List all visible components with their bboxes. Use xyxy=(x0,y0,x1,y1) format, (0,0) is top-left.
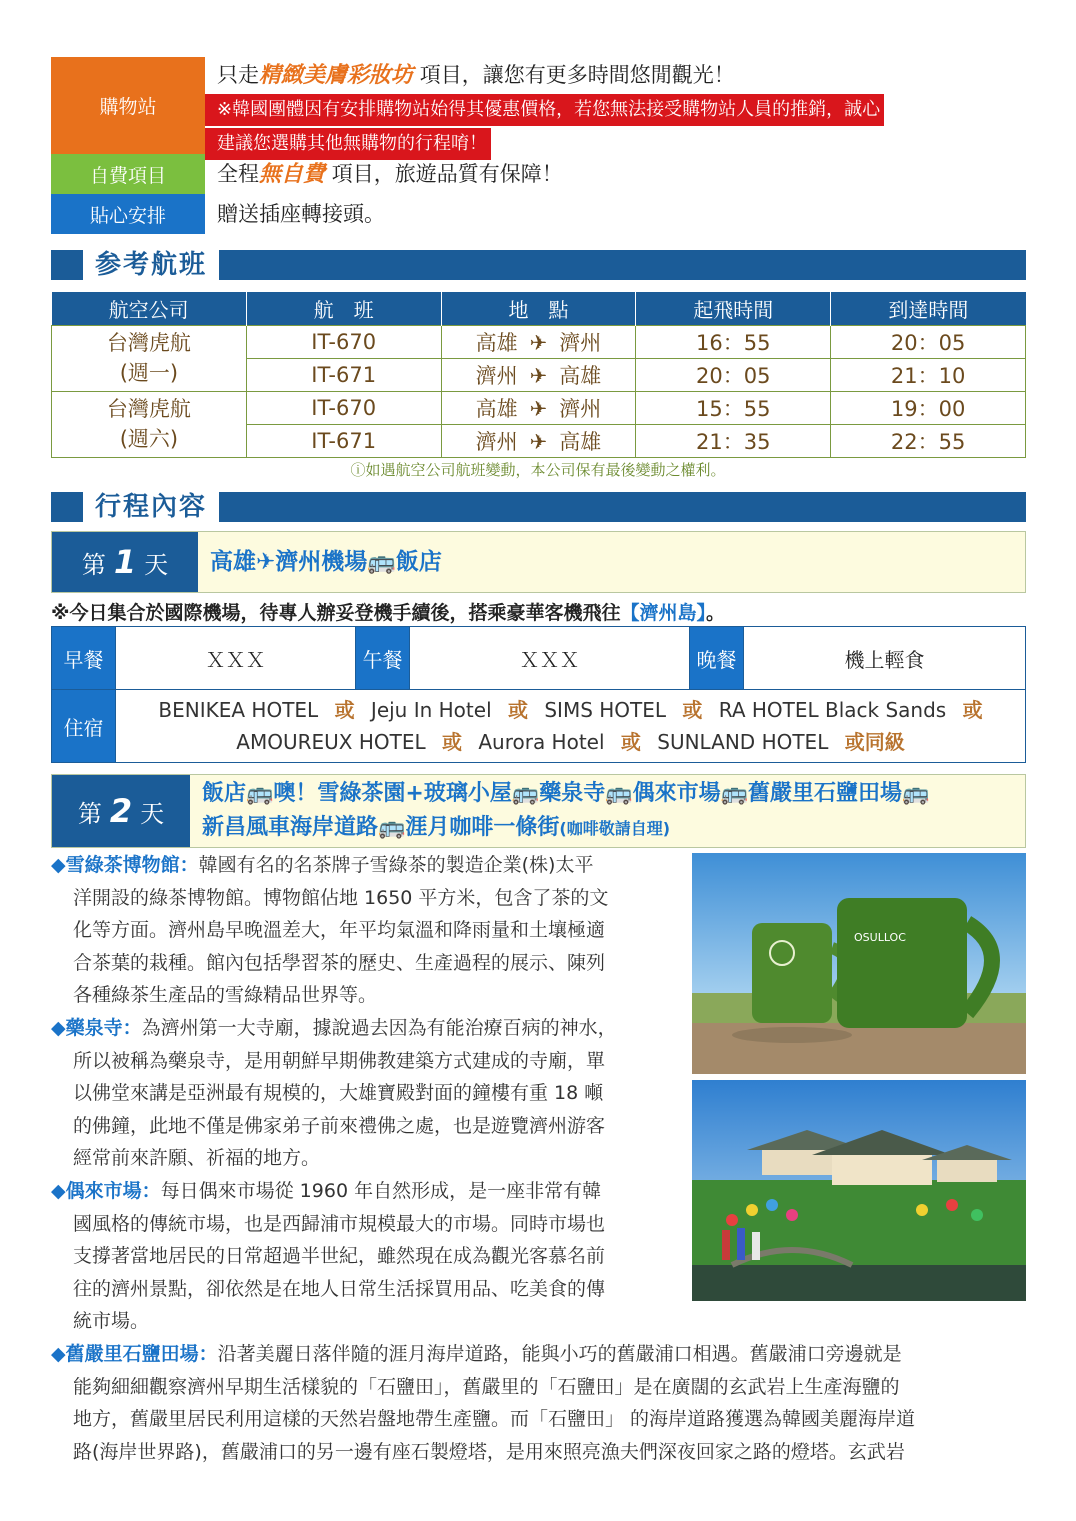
section-bar xyxy=(219,492,1026,522)
diamond-icon: ◆ xyxy=(51,854,66,876)
optional-prefix: 全程 xyxy=(217,162,259,186)
day1-intro xyxy=(51,598,725,625)
photo-osulloc-tea-cups xyxy=(692,853,1026,1074)
attraction-text: 各種綠茶生產品的雪綠精品世界等。 xyxy=(73,984,378,1006)
day1-title: 高雄✈濟州機場🚌飯店 xyxy=(210,549,442,575)
airline-cell xyxy=(52,391,247,457)
shopping-prefix: 只走 xyxy=(217,63,259,87)
attraction-text: 往的濟州景點，卻依然是在地人日常生活採買用品、吃美食的傳 xyxy=(73,1277,606,1300)
diamond-icon: ◆ xyxy=(51,1017,66,1039)
info-table xyxy=(51,57,1026,234)
shopping-line xyxy=(217,59,1026,92)
stay-row xyxy=(52,690,1026,763)
intro-destination: 【濟州島】 xyxy=(620,602,706,624)
plane-icon: ✈ xyxy=(529,396,548,421)
route-from: 濟州 xyxy=(475,429,518,454)
flight-number: IT-670 xyxy=(246,391,441,424)
hotel-name: RA HOTEL Black Sands xyxy=(718,698,947,722)
lunch-label: 午餐 xyxy=(356,627,410,690)
airline-name: 台灣虎航 xyxy=(106,331,191,355)
attraction-osulloc xyxy=(51,849,681,1012)
attraction-text: 經常前來許願、祈福的地方。 xyxy=(73,1147,321,1169)
header-flight: 航 班 xyxy=(246,292,441,325)
header-route: 地 點 xyxy=(441,292,636,325)
route-from: 高雄 xyxy=(475,330,518,355)
flight-row xyxy=(52,325,1026,358)
flight-header-row xyxy=(52,292,1026,325)
temple-illustration xyxy=(692,1080,1026,1301)
attraction-olle-market xyxy=(51,1175,681,1338)
dinner-value: 機上輕食 xyxy=(744,627,1026,690)
day-suffix: 天 xyxy=(144,550,169,579)
day-number: 2 xyxy=(109,792,133,830)
depart-time: 20：05 xyxy=(636,358,831,391)
attraction-name: 舊嚴里石鹽田場： xyxy=(65,1343,218,1365)
shopping-row xyxy=(51,57,1026,154)
flight-number: IT-671 xyxy=(246,424,441,457)
optional-body xyxy=(205,154,1026,194)
arrive-time: 21：10 xyxy=(831,358,1026,391)
attraction-text: 為濟州第一大寺廟，據說過去因為有能治療百病的神水， xyxy=(141,1017,617,1039)
attraction-text: 以佛堂來講是亞洲最有規模的，大雄寶殿對面的鐘樓有重 18 噸 xyxy=(73,1082,604,1104)
day2-header xyxy=(51,774,1026,848)
route-to: 高雄 xyxy=(559,363,602,388)
plane-icon: ✈ xyxy=(529,330,548,355)
meal-table xyxy=(51,626,1026,763)
flight-route xyxy=(441,424,636,457)
route-from: 高雄 xyxy=(475,396,518,421)
attraction-name: 藥泉寺： xyxy=(65,1017,142,1039)
flights-section-header xyxy=(51,250,1026,280)
breakfast-label: 早餐 xyxy=(52,627,116,690)
attraction-text: 韓國有名的名茶牌子雪綠茶的製造企業(株)太平 xyxy=(198,854,594,876)
attraction-line xyxy=(51,849,681,882)
care-text: 贈送插座轉接頭。 xyxy=(217,202,385,226)
day2-title xyxy=(190,775,929,847)
tea-cup-illustration xyxy=(692,853,1026,1074)
hotel-name: SUNLAND HOTEL xyxy=(657,730,829,754)
flight-number: IT-670 xyxy=(246,325,441,358)
shopping-warning-1: ※韓國團體因有安排購物站始得其優惠價格，若您無法接受購物站人員的推銷，誠心 xyxy=(205,94,884,126)
hotel-name: AMOUREUX HOTEL xyxy=(236,730,426,754)
section-square xyxy=(51,250,83,280)
optional-emphasis: 無自費 xyxy=(259,162,326,187)
flight-note: ⓘ如遇航空公司航班變動，本公司保有最後變動之權利。 xyxy=(350,461,726,479)
shopping-label: 購物站 xyxy=(51,57,205,154)
hotel-line-2 xyxy=(116,726,1025,758)
optional-row xyxy=(51,154,1026,194)
attraction-text: 地方，舊嚴里居民利用這樣的天然岩盤地帶生產鹽。而「石鹽田」 的海岸道路獲選為韓國美麗海岸道 xyxy=(73,1408,916,1430)
route-to: 濟州 xyxy=(559,396,602,421)
airline-name: 台灣虎航 xyxy=(106,397,191,421)
route-to: 高雄 xyxy=(559,429,602,454)
day-suffix: 天 xyxy=(140,799,165,828)
itinerary-section-title: 行程內容 xyxy=(83,492,219,522)
hotel-name: BENIKEA HOTEL xyxy=(158,698,319,722)
section-bar xyxy=(219,250,1026,280)
shopping-body xyxy=(205,57,1026,154)
attraction-text: 化等方面。濟州島早晚溫差大，年平均氣溫和降雨量和土壤極適 xyxy=(73,919,606,941)
or-text: 或 xyxy=(962,698,983,722)
flight-route xyxy=(441,325,636,358)
shopping-suffix: 項目，讓您有更多時間悠閒觀光！ xyxy=(413,63,735,87)
plane-icon: ✈ xyxy=(529,363,548,388)
arrive-time: 22：55 xyxy=(831,424,1026,457)
stay-label: 住宿 xyxy=(52,690,116,763)
breakfast-value: ＸＸＸ xyxy=(116,627,356,690)
care-row xyxy=(51,194,1026,234)
day1-header xyxy=(51,531,1026,593)
intro-text: ※今日集合於國際機場，待專人辦妥登機手續後，搭乘豪華客機飛往 xyxy=(51,602,621,624)
or-same-text: 或同級 xyxy=(844,730,905,754)
diamond-icon: ◆ xyxy=(51,1343,66,1365)
meal-row xyxy=(52,627,1026,690)
attraction-text: 國風格的傳統市場，也是西歸浦市規模最大的市場。同時市場也 xyxy=(73,1212,606,1235)
plane-icon: ✈ xyxy=(529,429,548,454)
hotel-name: Aurora Hotel xyxy=(478,730,605,754)
depart-time: 15：55 xyxy=(636,391,831,424)
attraction-text: 沿著美麗日落伴隨的涯月海岸道路，能與小巧的舊嚴浦口相遇。舊嚴浦口旁邊就是 xyxy=(217,1343,902,1365)
attraction-name: 偶來市場： xyxy=(65,1180,161,1202)
header-arrive: 到達時間 xyxy=(831,292,1026,325)
attraction-text: 洋開設的綠茶博物館。博物館佔地 1650 平方米，包含了茶的文 xyxy=(73,886,609,909)
dinner-label: 晚餐 xyxy=(690,627,744,690)
attraction-line xyxy=(51,1338,1026,1371)
optional-label: 自費項目 xyxy=(51,154,205,194)
photo-yakcheonsa-temple xyxy=(692,1080,1026,1301)
day2-title-route: 新昌風車海岸道路🚌涯月咖啡一條街 xyxy=(202,814,560,840)
day2-title-note: (咖啡敬請自理) xyxy=(559,818,671,838)
attraction-text: 每日偶來市場從 1960 年自然形成，是一座非常有韓 xyxy=(160,1180,602,1202)
attraction-text: 合茶葉的栽種。館內包括學習茶的歷史、生產過程的展示、陳列 xyxy=(73,951,606,974)
day-prefix: 第 xyxy=(81,550,106,579)
attraction-text: 所以被稱為藥泉寺，是用朝鮮早期佛教建築方式建成的寺廟，單 xyxy=(73,1049,606,1072)
route-to: 濟州 xyxy=(559,330,602,355)
day2-title-line-2 xyxy=(202,811,929,846)
section-square xyxy=(51,492,83,522)
or-text: 或 xyxy=(682,698,703,722)
hotel-name: Jeju In Hotel xyxy=(370,698,492,722)
shopping-warning-2: 建議您選購其他無購物的行程唷！ xyxy=(205,128,491,160)
flights-section-title: 参考航班 xyxy=(83,250,219,280)
day-prefix: 第 xyxy=(77,799,102,828)
day2-number-badge xyxy=(52,775,190,847)
day1-number-badge xyxy=(52,532,198,592)
attraction-text: 的佛鐘，此地不僅是佛家弟子前來禮佛之處，也是遊覽濟州游客 xyxy=(73,1114,606,1137)
itinerary-section-header xyxy=(51,492,1026,522)
airline-cell xyxy=(52,325,247,391)
shopping-emphasis: 精緻美膚彩妝坊 xyxy=(259,63,414,88)
osulloc-sign: OSULLOC xyxy=(854,931,906,944)
flight-table xyxy=(51,292,1026,458)
or-text: 或 xyxy=(441,730,462,754)
flight-number: IT-671 xyxy=(246,358,441,391)
or-text: 或 xyxy=(507,698,528,722)
airline-day: (週六) xyxy=(119,427,179,451)
day-number: 1 xyxy=(113,543,137,581)
optional-suffix: 項目，旅遊品質有保障！ xyxy=(325,162,563,186)
attraction-line xyxy=(51,1012,681,1045)
depart-time: 16：55 xyxy=(636,325,831,358)
flight-route xyxy=(441,391,636,424)
airline-day: (週一) xyxy=(119,361,179,385)
diamond-icon: ◆ xyxy=(51,1180,66,1202)
depart-time: 21：35 xyxy=(636,424,831,457)
flight-row xyxy=(52,391,1026,424)
attraction-yakcheonsa xyxy=(51,1012,681,1175)
arrive-time: 19：00 xyxy=(831,391,1026,424)
attraction-text: 路(海岸世界路)，舊嚴浦口的另一邊有座石製燈塔，是用來照亮漁夫們深夜回家之路的燈塔。玄武岩 xyxy=(73,1440,905,1463)
hotel-name: SIMS HOTEL xyxy=(544,698,667,722)
day2-title-line-1: 飯店🚌噢！雪綠茶園+玻璃小屋🚌藥泉寺🚌偶來市場🚌舊嚴里石鹽田場🚌 xyxy=(202,780,930,806)
attraction-line xyxy=(51,1175,681,1208)
hotel-line-1 xyxy=(116,694,1025,726)
flight-route xyxy=(441,358,636,391)
attraction-text: 統市場。 xyxy=(73,1310,150,1332)
attraction-name: 雪綠茶博物館： xyxy=(65,854,199,876)
arrive-time: 20：05 xyxy=(831,325,1026,358)
care-label: 貼心安排 xyxy=(51,194,205,234)
or-text: 或 xyxy=(334,698,355,722)
header-depart: 起飛時間 xyxy=(636,292,831,325)
header-airline: 航空公司 xyxy=(52,292,247,325)
hotel-list xyxy=(116,690,1026,763)
or-text: 或 xyxy=(620,730,641,754)
route-from: 濟州 xyxy=(475,363,518,388)
attraction-text: 支撐著當地居民的日常超過半世紀，雖然現在成為觀光客慕名前 xyxy=(73,1245,606,1267)
intro-end: 。 xyxy=(706,602,726,624)
attraction-salt-field xyxy=(51,1338,1026,1468)
attraction-text: 能夠細細觀察濟州早期生活樣貌的「石鹽田」，舊嚴里的「石鹽田」是在廣闊的玄武岩上生產海鹽的 xyxy=(73,1375,900,1398)
lunch-value: ＸＸＸ xyxy=(410,627,690,690)
